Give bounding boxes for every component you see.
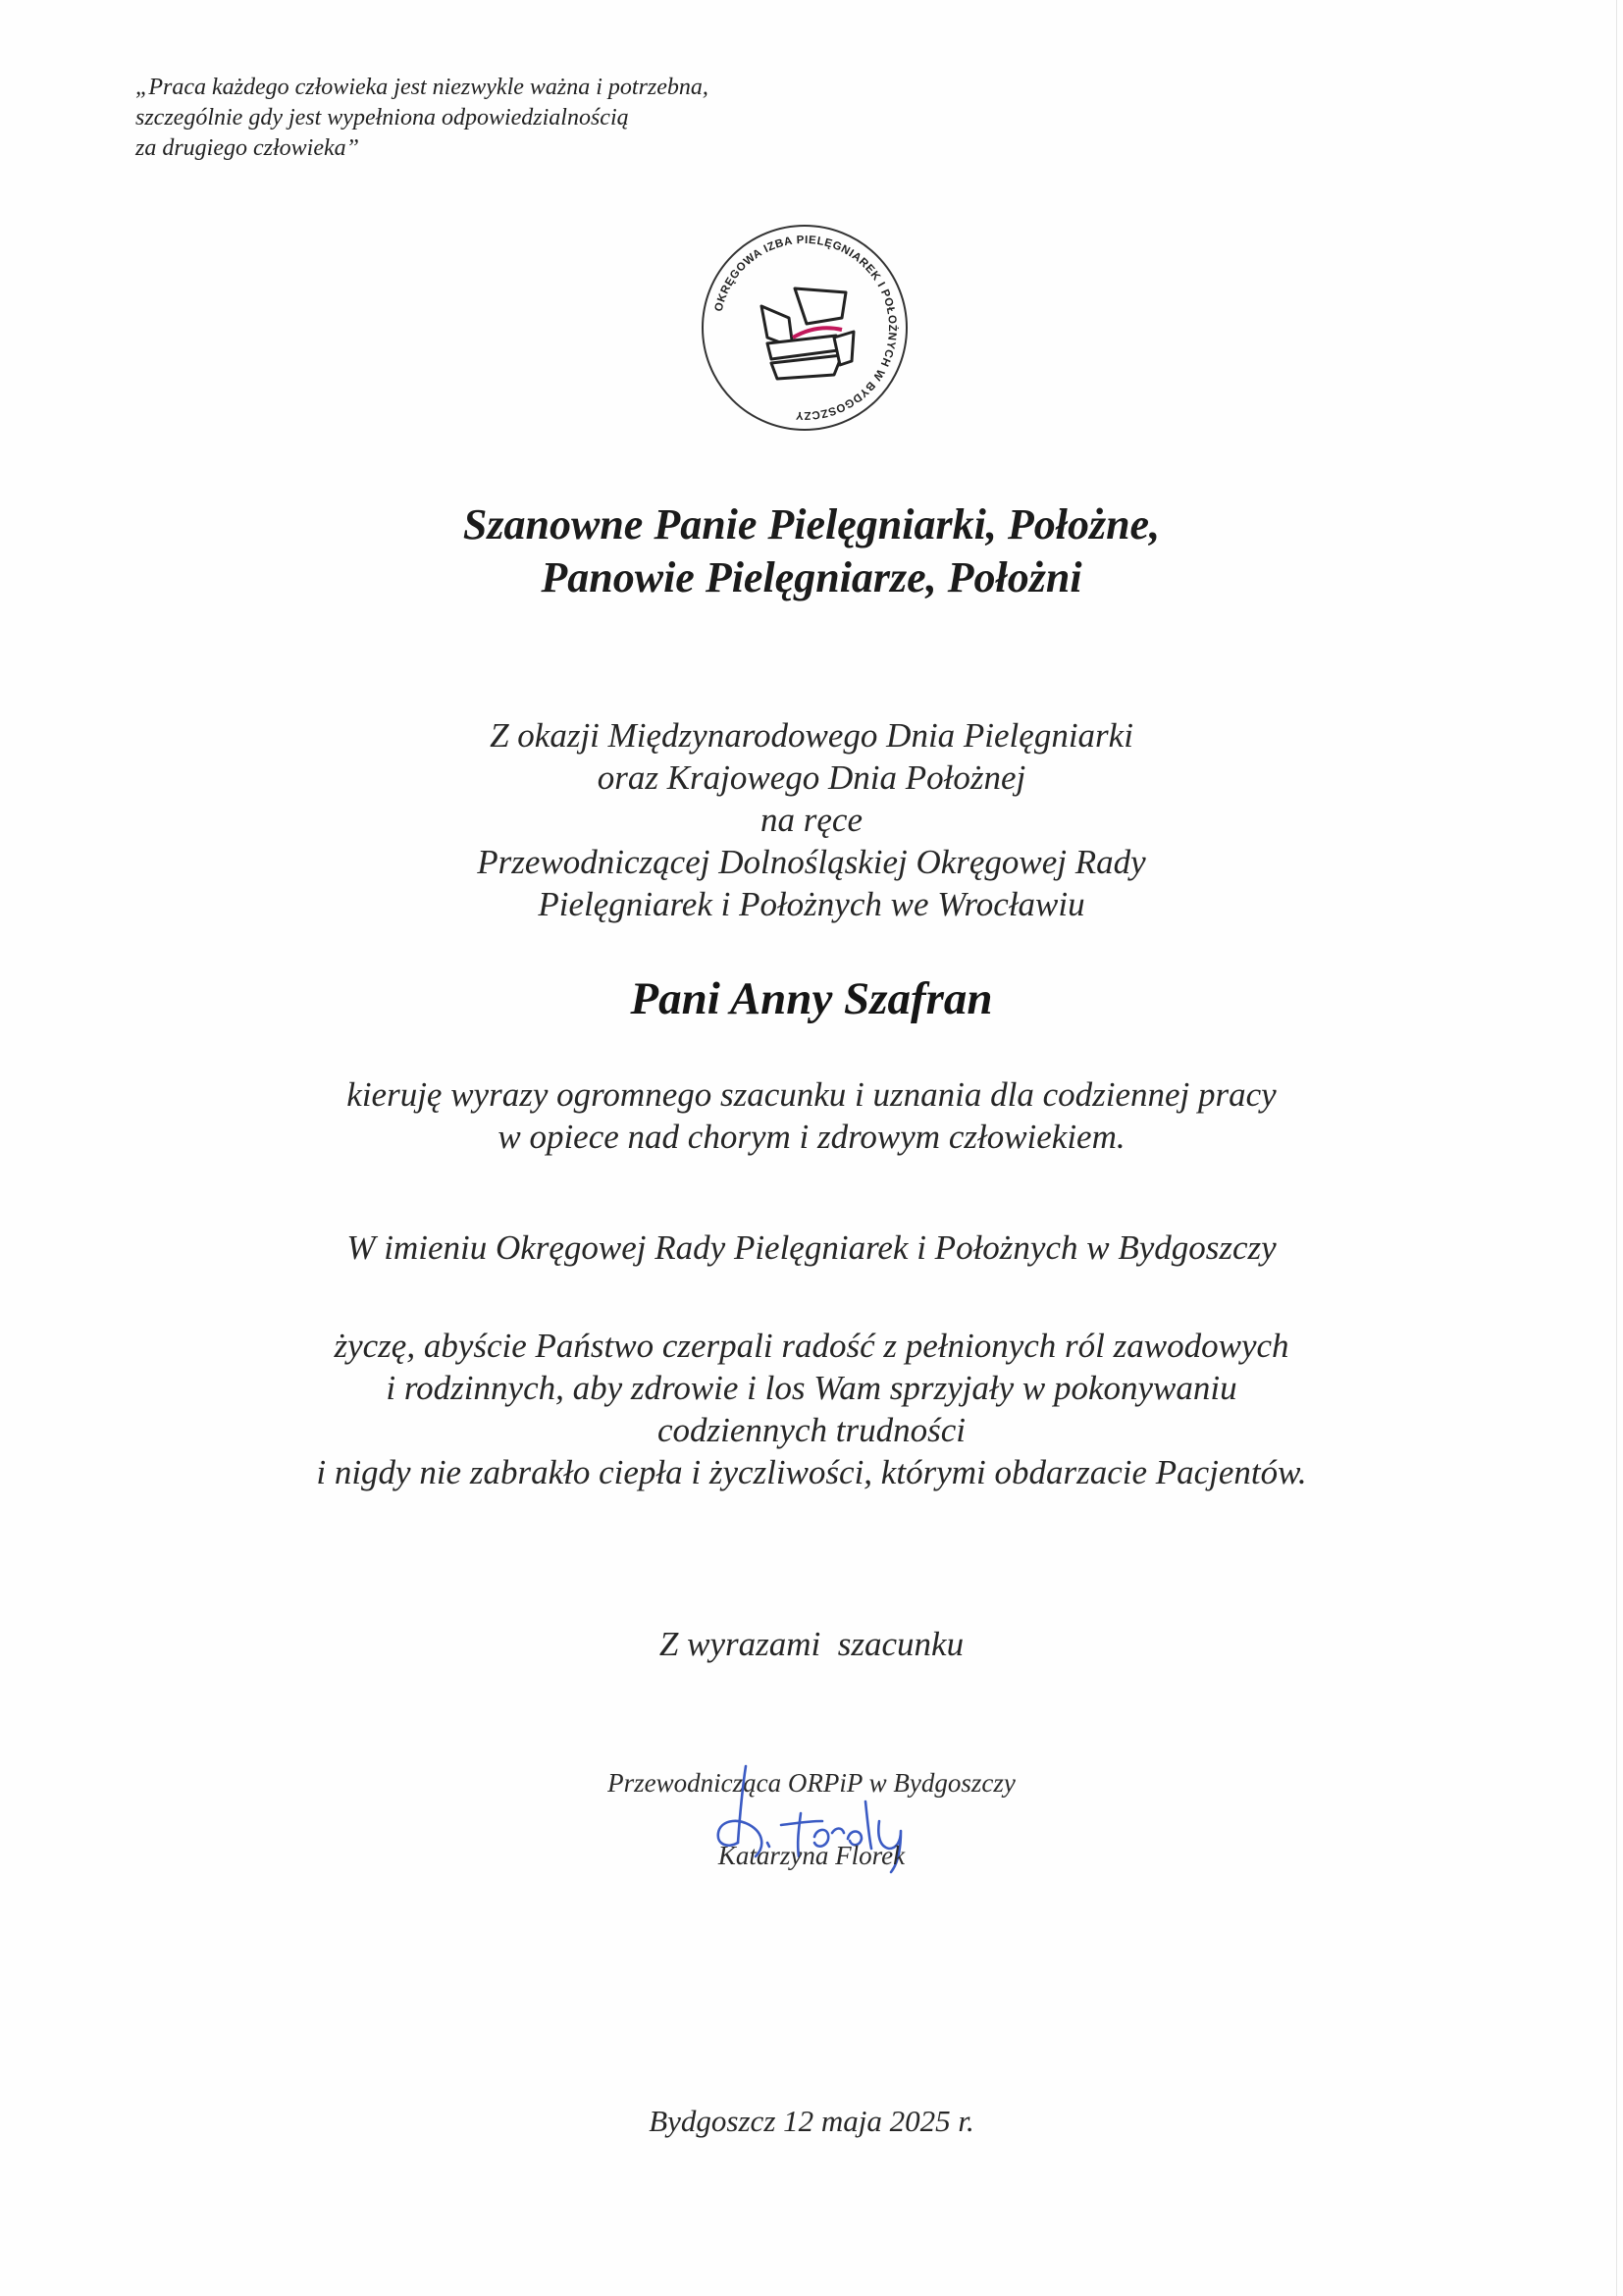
signatory-name: Katarzyna Florek xyxy=(717,1841,906,1870)
motto-quote xyxy=(135,73,881,164)
greeting-heading xyxy=(0,498,1623,604)
respect-paragraph xyxy=(0,1073,1623,1158)
closing-phrase xyxy=(0,1623,1623,1665)
respect-line: kieruję wyrazy ogromnego szacunku i uznania dla codziennej pracy xyxy=(346,1075,1277,1114)
occasion-paragraph xyxy=(0,714,1623,925)
nurse-cap-logo-icon xyxy=(761,288,854,379)
occasion-line: na ręce xyxy=(760,801,863,839)
occasion-line: Przewodniczącej Dolnośląskiej Okręgowej Rady xyxy=(477,843,1146,881)
wishes-line: życzę, abyście Państwo czerpali radość z pełnionych ról zawodowych xyxy=(334,1327,1289,1365)
signatory-role: Przewodnicząca ORPiP w Bydgoszczy xyxy=(607,1768,1016,1798)
scan-edge-divider xyxy=(1616,0,1617,2296)
wishes-line: i nigdy nie zabrakło ciepła i życzliwości, którymi obdarzacie Pacjentów. xyxy=(316,1453,1307,1491)
occasion-line: Z okazji Międzynarodowego Dnia Pielęgniarki xyxy=(490,716,1133,755)
letter-date: Bydgoszcz 12 maja 2025 r. xyxy=(649,2104,974,2138)
greeting-line: Panowie Pielęgniarze, Położni xyxy=(541,553,1082,601)
closing-text: Z wyrazami szacunku xyxy=(658,1625,965,1663)
on-behalf-line: W imieniu Okręgowej Rady Pielęgniarek i Położnych w Bydgoszczy xyxy=(346,1228,1277,1267)
seal-ring-textpath: OKRĘGOWA IZBA PIELĘGNIAREK I POŁOŻNYCH W BYDGOSZCZY xyxy=(712,234,899,422)
motto-line: szczególnie gdy jest wypełniona odpowiedzialnością xyxy=(135,105,629,130)
motto-line: za drugiego człowieka” xyxy=(135,135,359,161)
seal-ring-text xyxy=(713,235,899,421)
greeting-line: Szanowne Panie Pielęgniarki, Położne, xyxy=(462,500,1161,548)
motto-line: „Praca każdego człowieka jest niezwykle ważna i potrzebna, xyxy=(135,75,708,100)
chamber-seal-logo xyxy=(699,222,911,434)
wishes-line: codziennych trudności xyxy=(657,1411,966,1449)
respect-line: w opiece nad chorym i zdrowym człowiekiem. xyxy=(497,1118,1126,1156)
recipient-name: Pani Anny Szafran xyxy=(630,973,993,1024)
wishes-paragraph xyxy=(0,1325,1623,1493)
occasion-line: Pielęgniarek i Położnych we Wrocławiu xyxy=(538,885,1085,923)
wishes-line: i rodzinnych, aby zdrowie i los Wam sprzyjały w pokonywaniu xyxy=(386,1369,1237,1407)
occasion-line: oraz Krajowego Dnia Położnej xyxy=(597,758,1026,797)
